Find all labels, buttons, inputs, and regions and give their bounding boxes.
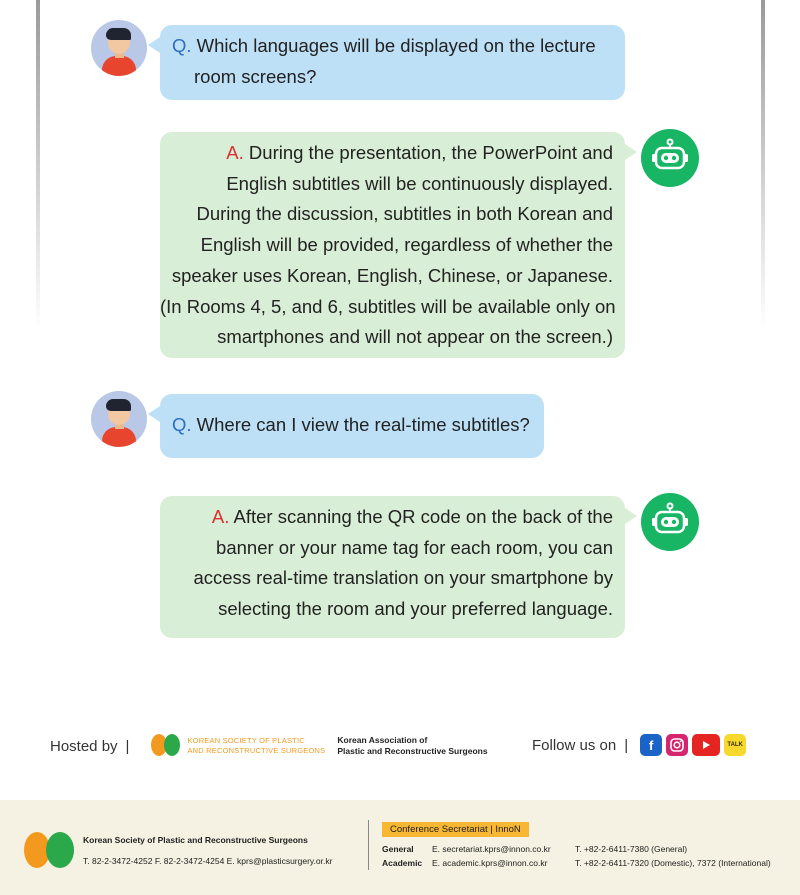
general-phone: T. +82-2-6411-7380 (General): [575, 844, 688, 854]
hosted-by-label: Hosted by: [50, 737, 118, 755]
ksprs-logo-icon: [151, 734, 181, 758]
answer-bubble: [160, 132, 625, 358]
question-prefix: Q.: [172, 414, 192, 435]
answer-line: English will be provided, regardless of whether the: [200, 234, 613, 256]
kaprs-name: Korean Association of Plastic and Reconstructive Surgeons: [337, 735, 488, 756]
youtube-icon[interactable]: [692, 734, 720, 756]
footer-org-name: Korean Society of Plastic and Reconstructive Surgeons: [83, 835, 308, 845]
robot-icon: [641, 493, 699, 551]
hosted-by-row: [50, 732, 488, 760]
question-line: Q. Where can I view the real-time subtitles?: [172, 414, 530, 435]
instagram-icon[interactable]: [666, 734, 688, 756]
user-avatar: [91, 20, 147, 76]
answer-bubble: [160, 496, 625, 638]
question-line: Q. Which languages will be displayed on the lecture: [172, 35, 596, 56]
user-avatar: [91, 391, 147, 447]
academic-contact: Academic E. academic.kprs@innon.co.kr: [382, 858, 548, 868]
frame-border-left: [36, 0, 40, 330]
follow-us-row: [532, 734, 746, 756]
answer-line: A. After scanning the QR code on the back of the: [211, 506, 613, 527]
answer-line: smartphones and will not appear on the screen.): [217, 326, 613, 348]
ksprs-name: KOREAN SOCIETY OF PLASTIC AND RECONSTRUCTIVE SURGEONS: [187, 736, 326, 755]
answer-line: speaker uses Korean, English, Chinese, or Japanese.: [171, 264, 613, 286]
facebook-icon[interactable]: f: [640, 734, 662, 756]
frame-border-right: [761, 0, 765, 330]
answer-line: selecting the room and your preferred language.: [218, 598, 613, 620]
kakaotalk-icon[interactable]: TALK: [724, 734, 746, 756]
separator: |: [624, 736, 629, 754]
answer-line: (In Rooms 4, 5, and 6, subtitles will be available only on: [160, 295, 616, 317]
academic-phone: T. +82-2-6411-7320 (Domestic), 7372 (International): [575, 858, 771, 868]
question-bubble: [160, 25, 625, 100]
separator: |: [125, 737, 130, 755]
answer-line: English subtitles will be continuously displayed.: [226, 172, 613, 194]
answer-line: During the discussion, subtitles in both Korean and: [196, 203, 613, 225]
ksprs-footer-logo-icon: [24, 832, 74, 868]
question-prefix: Q.: [172, 35, 192, 56]
general-contact: General E. secretariat.kprs@innon.co.kr: [382, 844, 551, 854]
answer-line: access real-time translation on your smartphone by: [193, 567, 613, 589]
robot-icon: [641, 129, 699, 187]
question-bubble: [160, 394, 544, 458]
answer-line: banner or your name tag for each room, you can: [216, 536, 613, 558]
question-line: room screens?: [194, 65, 317, 87]
secretariat-badge: Conference Secretariat | InnoN: [382, 822, 529, 837]
footer-org-contact: T. 82-2-3472-4252 F. 82-2-3472-4254 E. kprs@plasticsurgery.or.kr: [83, 856, 333, 866]
answer-prefix: A.: [211, 506, 230, 527]
footer-divider: [368, 820, 369, 870]
answer-prefix: A.: [226, 142, 244, 163]
answer-line: A. During the presentation, the PowerPoint and: [226, 142, 613, 163]
follow-us-label: Follow us on: [532, 736, 617, 754]
